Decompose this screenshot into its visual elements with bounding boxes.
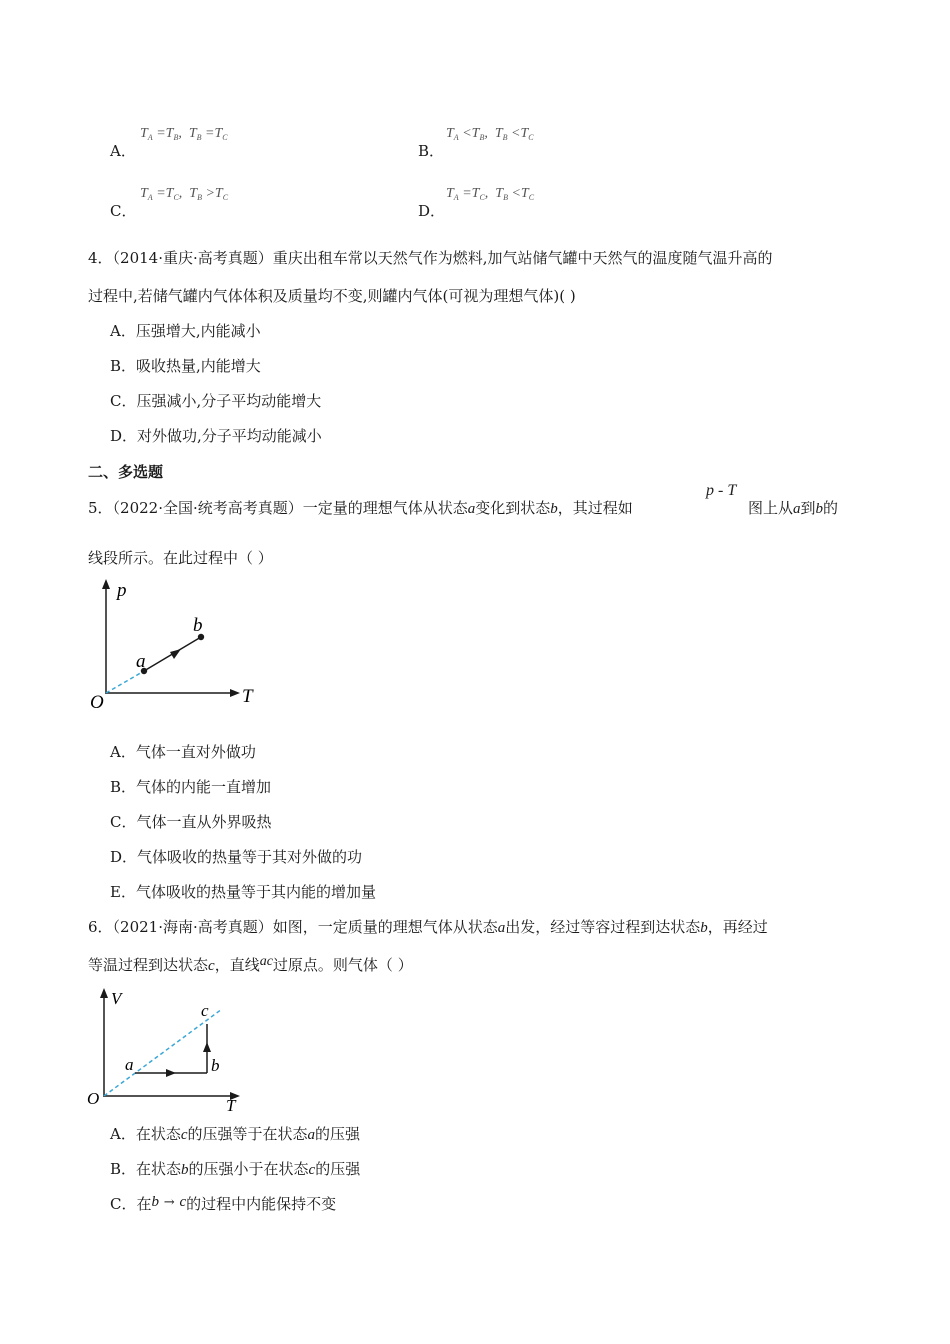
q4-option-b: B．吸收热量,内能增大: [110, 357, 261, 375]
q4-line1: 4．（2014·重庆·高考真题）重庆出租车常以天然气作为燃料,加气站储气罐中天然气的温度随气温升高的: [88, 249, 773, 267]
q6-option-b: B．在状态b的压强小于在状态c的压强: [110, 1160, 361, 1178]
q5-option-d: D．气体吸收的热量等于其对外做的功: [110, 848, 363, 866]
q5-dashed-line: [106, 671, 144, 693]
q6-point-b-label: b: [211, 1056, 220, 1075]
q6-point-c-label: c: [201, 1001, 209, 1020]
q6-y-axis-arrow-icon: [100, 988, 108, 998]
q6-line2: 等温过程到达状态c，直线ac过原点。则气体（ ）: [88, 954, 413, 974]
q3-option-d-letter: D．: [418, 202, 446, 220]
q6-origin-label: O: [87, 1089, 100, 1108]
q6-arrow-bc-icon: [203, 1042, 211, 1052]
q5-pt-label: p - T: [706, 482, 737, 499]
q5-x-label: T: [242, 686, 253, 707]
q5-point-b-label: b: [193, 615, 203, 636]
q5-line2: 线段所示。在此过程中（ ）: [88, 549, 273, 567]
q3-option-a-letter: A．: [110, 142, 136, 160]
q5-y-axis-arrow-icon: [102, 579, 110, 589]
q4-line2: 过程中,若储气罐内气体体积及质量均不变,则罐内气体(可视为理想气体)( ): [88, 287, 576, 305]
q5-origin-label: O: [90, 692, 104, 713]
q6-x-label: T: [226, 1096, 236, 1114]
q3-option-b-formula: $T_A <T_B$, $T_B <T_C$: [446, 126, 534, 142]
q6-option-a: A．在状态c的压强等于在状态a的压强: [110, 1125, 361, 1143]
q5-option-c: C．气体一直从外界吸热: [110, 813, 272, 831]
q3-option-d-formula: $T_A =T_C$, $T_B <T_C$: [446, 186, 535, 202]
q5-pt-graph: [84, 576, 264, 716]
q6-point-a-label: a: [125, 1055, 134, 1074]
q6-arrow-ab-icon: [166, 1069, 176, 1077]
q5-direction-arrow-icon: [170, 649, 181, 659]
q6-dashed-line-ac: [104, 1009, 222, 1096]
q5-option-e: E．气体吸收的热量等于其内能的增加量: [110, 883, 376, 901]
q5-y-label: p: [117, 580, 127, 601]
q3-option-b-letter: B．: [418, 142, 445, 160]
q6-line1: 6．（2021·海南·高考真题）如图，一定质量的理想气体从状态a出发，经过等容过程到达状态b，再经过: [88, 918, 768, 936]
q5-option-a: A．气体一直对外做功: [110, 743, 256, 761]
q4-option-d: D．对外做功,分子平均动能减小: [110, 427, 322, 445]
q6-y-label: V: [111, 989, 122, 1008]
q5-line1: 5．（2022·全国·统考高考真题）一定量的理想气体从状态a变化到状态b，其过程如: [88, 499, 633, 517]
q5-line1-end: 图上从a到b的: [748, 499, 839, 517]
q6-vt-graph: [84, 984, 254, 1114]
q5-x-axis-arrow-icon: [230, 689, 240, 697]
q4-option-a: A．压强增大,内能减小: [110, 322, 261, 340]
section-title-multiple-choice: 二、多选题: [88, 463, 164, 481]
q3-option-c-formula: $T_A =T_C$, $T_B >T_C$: [140, 186, 229, 202]
q5-option-b: B．气体的内能一直增加: [110, 778, 272, 796]
q6-option-c: C．在b → c的过程中内能保持不变: [110, 1194, 337, 1213]
q5-point-a-label: a: [136, 651, 146, 672]
q3-option-c-letter: C．: [110, 202, 137, 220]
q4-option-c: C．压强减小,分子平均动能增大: [110, 392, 322, 410]
q3-option-a-formula: $T_A =T_B$, $T_B =T_C$: [140, 126, 228, 142]
